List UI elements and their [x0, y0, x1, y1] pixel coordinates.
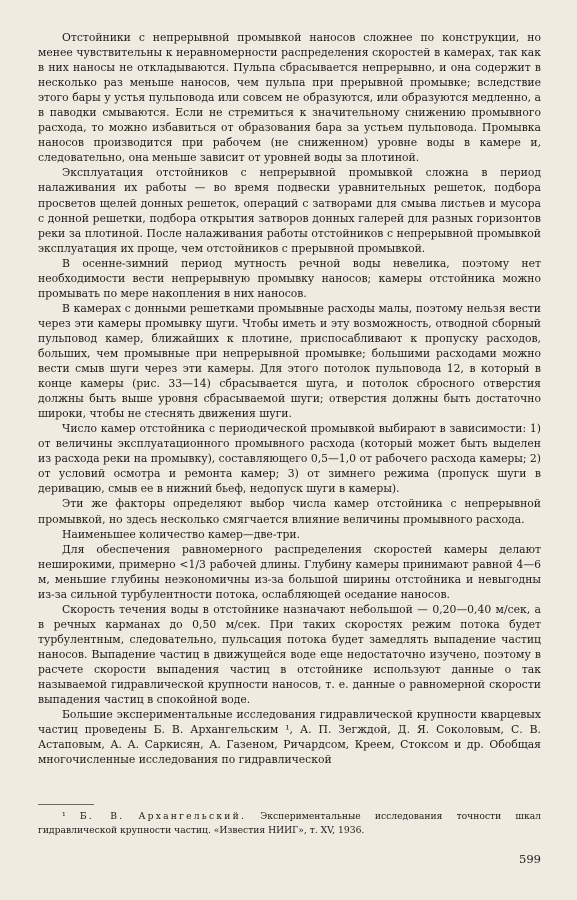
footnote-author: Архангельский. [138, 811, 247, 822]
page-number: 599 [519, 852, 541, 866]
paragraph-7: Наименьшее количество камер—две-три. [62, 527, 300, 541]
paragraph-1: Отстойники с непрерывной промывкой наносов сложнее по конструкции, но менее чувствительны к неравномерности распределения скоростей в камерах, так как в них наносы не откладываются. Пульпа сбрасывается непрерывно, и она содержит в несколько раз меньше наносов, чем пульпа при прерывной промывке; вследствие этого бары у устья пульповода или совсем не образуются, или образуются медленно, а в паводки смываются. Если не стремиться к значительному снижению промывного расхода, то можно избавиться от образования бара за устьем пульповода. Промывка наносов производится при рабочем (не сниженном) уровне воды в камере и, следовательно, она меньше зависит от уровней воды за плотиной. [38, 31, 541, 165]
paragraph-2: Эксплуатация отстойников с непрерывной промывкой сложна в период налаживания их работы — во время подвески уравнительных решеток, подбора просветов щелей донных решеток, операций с затворами для смыва листьев и мусора с донной решетки, подбора открытия затворов донных галерей для разных горизонтов реки за плотиной. После налаживания работы отстойников с непрерывной промывкой эксплуатация их проще, чем отстойников с прерывной промывкой. [38, 166, 541, 255]
footnote-divider [38, 804, 94, 805]
footnote-initials: Б. В. [79, 811, 125, 822]
paragraph-10: Большие экспериментальные исследования гидравлической крупности кварцевых частиц проведены Б. В. Архангельским ¹, А. П. Зегждой, Д. Я. Соколовым, С. В. Астаповым, А. А. Саркисян, А. Газеном, Ричардсом, Креем, Стоксом и др. Обобщая многочисленные исследования по гидравлической [38, 708, 541, 767]
paragraph-5: Число камер отстойника с периодической промывкой выбирают в зависимости: 1) от величины эксплуатационного промывного расхода (который может быть выделен из расхода реки на промывку), составляющего 0,5—1,0 от рабочего расхода камеры; 2) от условий осмотра и ремонта камер; 3) от зимнего режима (пропуск шуги в деривацию, смыв ее в нижний бьеф, недопуск шуги в камеры). [38, 422, 541, 496]
footnote-text: Экспериментальные исследования точности шкал гидравлической крупности частиц. «Известия НИИГ», т. XV, 1936. [38, 811, 542, 836]
paragraph-9: Скорость течения воды в отстойнике назначают небольшой — 0,20—0,40 м/сек, а в речных карманах до 0,50 м/сек. При таких скоростях режим потока будет турбулентным, следовательно, пульсация потока будет замедлять выпадение частиц наносов. Выпадение частиц в движущейся воде еще недостаточно изучено, поэтому в расчете скорости выпадения частиц в отстойнике используют данные о так называемой гидравлической крупности наносов, т. е. данные о равномерной скорости выпадения частиц в спокойной воде. [38, 602, 541, 707]
paragraph-4: В камерах с донными решетками промывные расходы малы, поэтому нельзя вести через эти камеры промывку шуги. Чтобы иметь и эту возможность, отводной сборный пульповод камер, ближайших к плотине, приспосабливают к пропуску расходов, больших, чем промывные при непрерывной промывке; большими расходами можно вести смыв шуги через эти камеры. Для этого потолок пульповода 12, в который в конце камеры (рис. 33—14) сбрасывается шуга, и потолок сбросного отверстия должны быть выше уровня сбрасываемой шуги; отверстия должны быть достаточно широки, чтобы не стеснять движения шуги. [38, 301, 541, 421]
paragraph-6: Эти же факторы определяют выбор числа камер отстойника с непрерывной промывкой, но здесь несколько смягчается влияние величины промывного расхода. [38, 497, 541, 526]
main-text [38, 30, 541, 767]
footnote-marker: ¹ [62, 811, 66, 822]
paragraph-8: Для обеспечения равномерного распределения скоростей камеры делают неширокими, примерно <1/3 рабочей длины. Глубину камеры принимают равной 4—6 м, меньшие глубины неэкономичны из-за большой ширины отстойника и невыгодны из-за сильной турбулентности потока, ослабляющей оседание наносов. [38, 542, 541, 601]
paragraph-3: В осенне-зимний период мутность речной воды невелика, поэтому нет необходимости вести непрерывную промывку наносов; камеры отстойника можно промывать по мере накопления в них наносов. [38, 256, 541, 300]
footnote [38, 810, 541, 837]
